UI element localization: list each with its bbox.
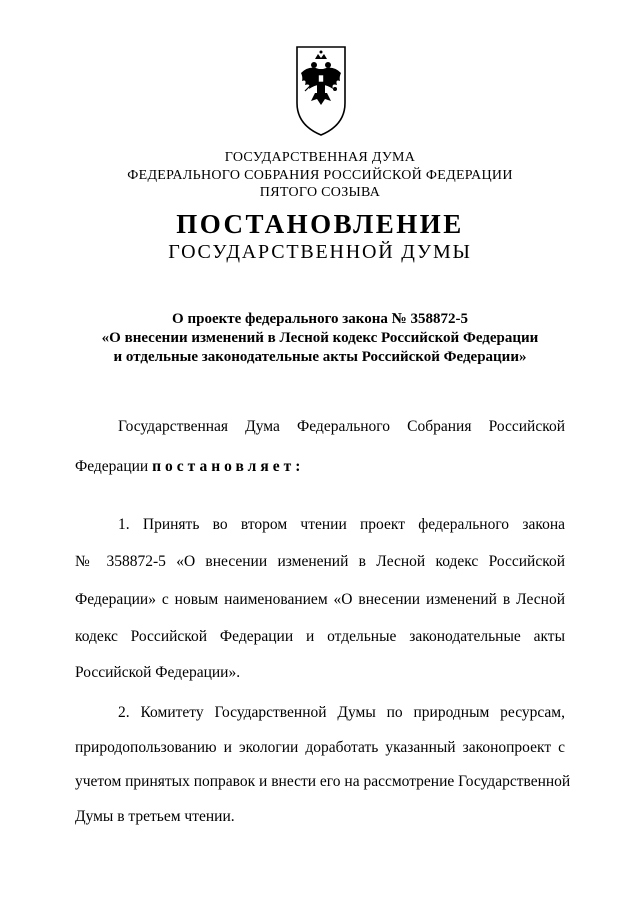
item1-line1: 1. Принять во втором чтении проект федерального закона: [118, 516, 565, 533]
preamble-line1: Государственная Дума Федерального Собрания Российской: [118, 418, 565, 435]
preamble-text: Федерации: [75, 458, 149, 475]
item1-line2: № 358872-5 «О внесении изменений в Лесной кодекс Российской: [75, 553, 565, 570]
document-type-title: ПОСТАНОВЛЕНИЕ: [176, 209, 464, 239]
item1-line4: кодекс Российской Федерации и отдельные законодательные акты: [75, 628, 565, 645]
subject-line2: «О внесении изменений в Лесной кодекс Российской Федерации: [101, 330, 539, 346]
coat-of-arms-icon: [295, 45, 347, 137]
item2-line2: природопользованию и экологии доработать указанный законопроект с: [75, 739, 565, 756]
item2-line1: 2. Комитету Государственной Думы по природным ресурсам,: [118, 704, 565, 721]
preamble-line2: [75, 457, 565, 477]
issuer-title: ГОСУДАРСТВЕННОЙ ДУМЫ: [168, 241, 472, 263]
item2-line4: Думы в третьем чтении.: [75, 808, 235, 825]
org-name-line2: ФЕДЕРАЛЬНОГО СОБРАНИЯ РОССИЙСКОЙ ФЕДЕРАЦИИ: [127, 168, 513, 183]
item2-line3: учетом принятых поправок и внести его на рассмотрение Государственной: [75, 773, 571, 790]
decree-verb: постановляет:: [152, 458, 305, 475]
org-name-line1: ГОСУДАРСТВЕННАЯ ДУМА: [224, 150, 416, 165]
item1-line3: Федерации» с новым наименованием «О внесении изменений в Лесной: [75, 591, 565, 608]
item1-line5: Российской Федерации».: [75, 664, 241, 681]
subject-line3: и отдельные законодательные акты Российской Федерации»: [113, 349, 527, 365]
subject-line1: О проекте федерального закона № 358872-5: [172, 311, 468, 327]
convocation-line: ПЯТОГО СОЗЫВА: [259, 185, 381, 200]
